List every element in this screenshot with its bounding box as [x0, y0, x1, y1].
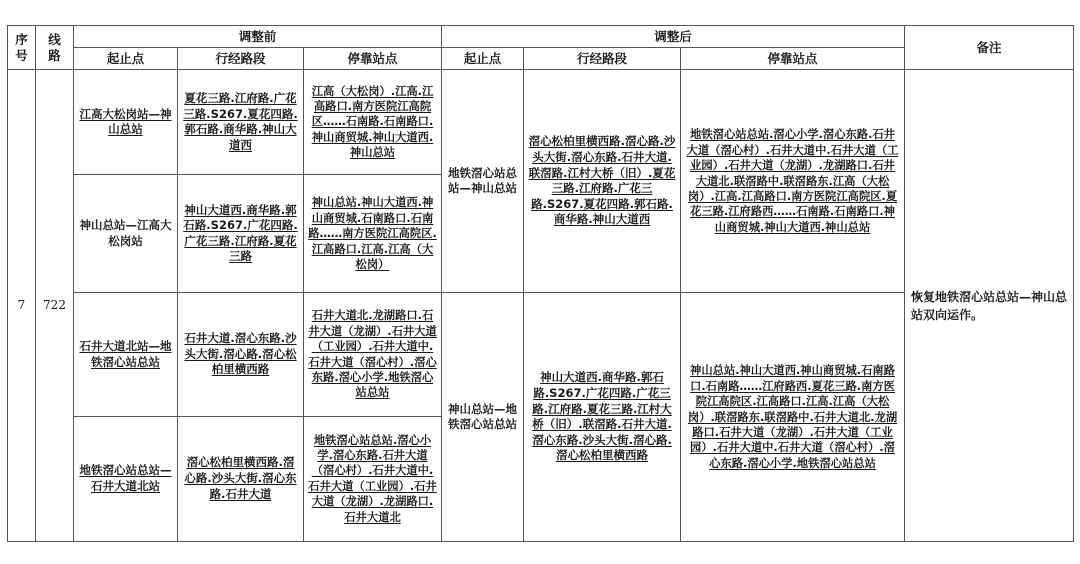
header-before-endpoints: 起止点	[74, 48, 178, 70]
header-seq: 序 号	[8, 26, 36, 70]
header-before-route: 行经路段	[178, 48, 304, 70]
after-route-1: 滘心松柏里横西路.滘心路.沙头大街.滘心东路.石井大道.联滘路.江村大桥（旧）.夏花三路.江府路.广花三路.S267.夏花四路.郭石路.商华路.神山大道西	[524, 70, 681, 293]
header-before-stops: 停靠站点	[304, 48, 442, 70]
after-route-2: 神山大道西.商华路.郭石路.S267.广花四路.广花三路.江府路.夏花三路.江村大桥（旧）.联滘路.石井大道.滘心东路.沙头大街.滘心路.滘心松柏里横西路	[524, 293, 681, 542]
header-after: 调整后	[442, 26, 905, 48]
after-endpoints-2: 神山总站—地铁滘心站总站	[442, 293, 524, 542]
before-stops-1: 江高（大松岗）.江高.江高路口.南方医院江高院区……石南路.石南路口.神山商贸城.神山大道西.神山总站	[304, 70, 442, 175]
before-endpoints-2: 神山总站—江高大松岗站	[74, 175, 178, 293]
header-line: 线 路	[36, 26, 74, 70]
before-route-4: 滘心松柏里横西路.滘心路.沙头大街.滘心东路.石井大道	[178, 416, 304, 541]
seq-cell: 7	[8, 70, 36, 542]
before-route-1: 夏花三路.江府路.广花三路.S267.夏花四路.郭石路.商华路.神山大道西	[178, 70, 304, 175]
before-stops-2: 神山总站.神山大道西.神山商贸城.石南路口.石南路……南方医院江高院区.江高路口.江高.江高（大松岗）	[304, 175, 442, 293]
before-endpoints-1: 江高大松岗站—神山总站	[74, 70, 178, 175]
before-route-3: 石井大道.滘心东路.沙头大街.滘心路.滘心松柏里横西路	[178, 293, 304, 416]
before-stops-4: 地铁滘心站总站.滘心小学.滘心东路.石井大道（滘心村）.石井大道中.石井大道（工业园）.石井大道（龙湖）.龙湖路口.石井大道北	[304, 416, 442, 541]
header-after-route: 行经路段	[524, 48, 681, 70]
before-endpoints-4: 地铁滘心站总站—石井大道北站	[74, 416, 178, 541]
before-stops-3: 石井大道北.龙湖路口.石井大道（龙湖）.石井大道（工业园）.石井大道中.石井大道（滘心村）.滘心东路.滘心小学.地铁滘心站总站	[304, 293, 442, 416]
after-stops-1: 地铁滘心站总站.滘心小学.滘心东路.石井大道（滘心村）.石井大道中.石井大道（工业园）.石井大道（龙湖）.龙湖路口.石井大道北.联滘路中.联滘路东.江高（大松岗）.江高.江高路口.南方医院江高院区.夏花三路.江府路西……石南路.石南路口.神山商贸城.神山大道西.神山总站	[681, 70, 905, 293]
header-after-endpoints: 起止点	[442, 48, 524, 70]
after-endpoints-1: 地铁滘心站总站—神山总站	[442, 70, 524, 293]
line-cell: 722	[36, 70, 74, 542]
before-endpoints-3: 石井大道北站—地铁滘心站总站	[74, 293, 178, 416]
header-remark: 备注	[905, 26, 1074, 70]
before-route-2: 神山大道西.商华路.郭石路.S267.广花四路.广花三路.江府路.夏花三路	[178, 175, 304, 293]
remark-cell: 恢复地铁滘心站总站—神山总站双向运作。	[905, 70, 1074, 542]
after-stops-2: 神山总站.神山大道西.神山商贸城.石南路口.石南路……江府路西.夏花三路.南方医院江高院区.江高路口.江高.江高（大松岗）.联滘路东.联滘路中.石井大道北.龙湖路口.石井大道（龙湖）.石井大道（工业园）.石井大道中.石井大道（滘心村）.滘心东路.滘心小学.地铁滘心站总站	[681, 293, 905, 542]
route-adjustment-table	[7, 25, 1074, 542]
header-after-stops: 停靠站点	[681, 48, 905, 70]
header-before: 调整前	[74, 26, 442, 48]
